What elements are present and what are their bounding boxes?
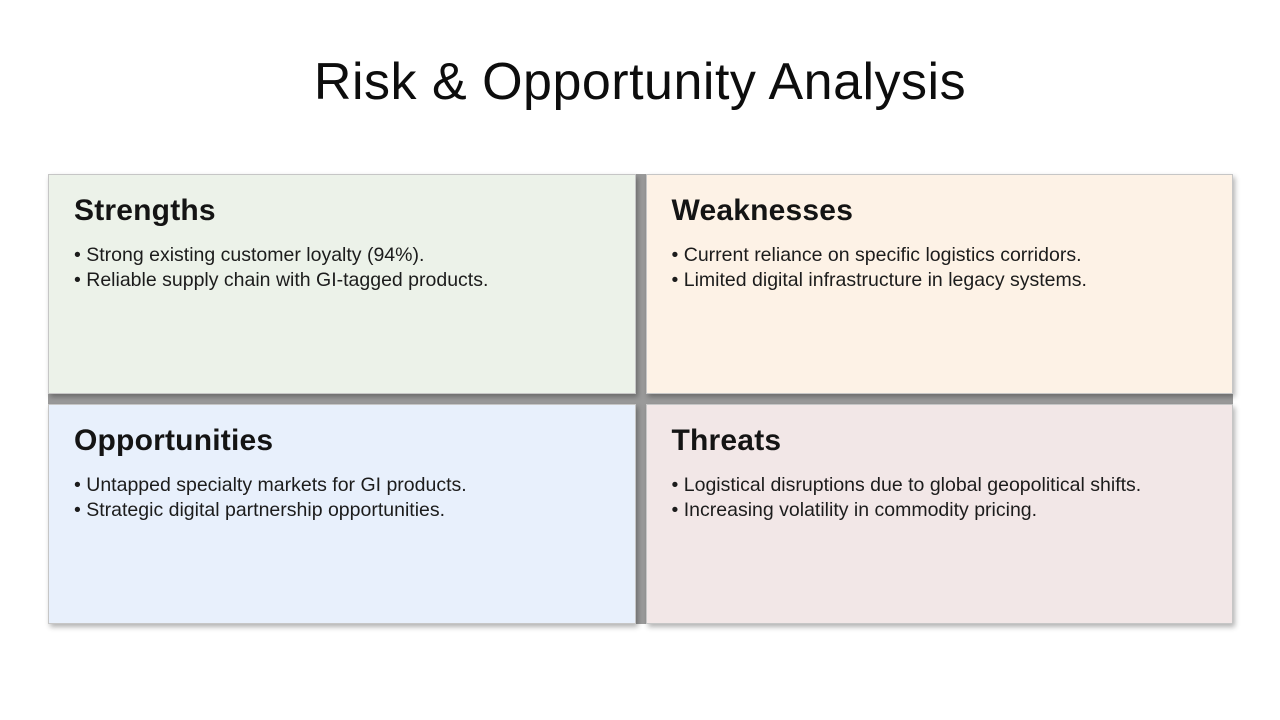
weaknesses-bullet-2: • Limited digital infrastructure in legacy systems. bbox=[672, 268, 1207, 293]
threats-bullet-1: • Logistical disruptions due to global geopolitical shifts. bbox=[672, 473, 1207, 498]
opportunities-bullet-1: • Untapped specialty markets for GI products. bbox=[74, 473, 609, 498]
threats-bullet-2: • Increasing volatility in commodity pricing. bbox=[672, 498, 1207, 523]
page-title: Risk & Opportunity Analysis bbox=[313, 53, 967, 111]
weaknesses-bullet-1: • Current reliance on specific logistics corridors. bbox=[672, 243, 1207, 268]
swot-grid bbox=[48, 174, 1233, 624]
quadrant-opportunities bbox=[48, 404, 636, 624]
threats-heading: Threats bbox=[671, 424, 782, 457]
quadrant-threats bbox=[646, 404, 1234, 624]
weaknesses-heading: Weaknesses bbox=[671, 194, 854, 227]
strengths-bullet-1: • Strong existing customer loyalty (94%). bbox=[74, 243, 609, 268]
strengths-heading: Strengths bbox=[74, 194, 216, 227]
opportunities-bullet-2: • Strategic digital partnership opportunities. bbox=[74, 498, 609, 523]
strengths-bullet-2: • Reliable supply chain with GI-tagged products. bbox=[74, 268, 609, 293]
quadrant-strengths bbox=[48, 174, 636, 394]
opportunities-heading: Opportunities bbox=[74, 424, 274, 457]
quadrant-weaknesses bbox=[646, 174, 1234, 394]
